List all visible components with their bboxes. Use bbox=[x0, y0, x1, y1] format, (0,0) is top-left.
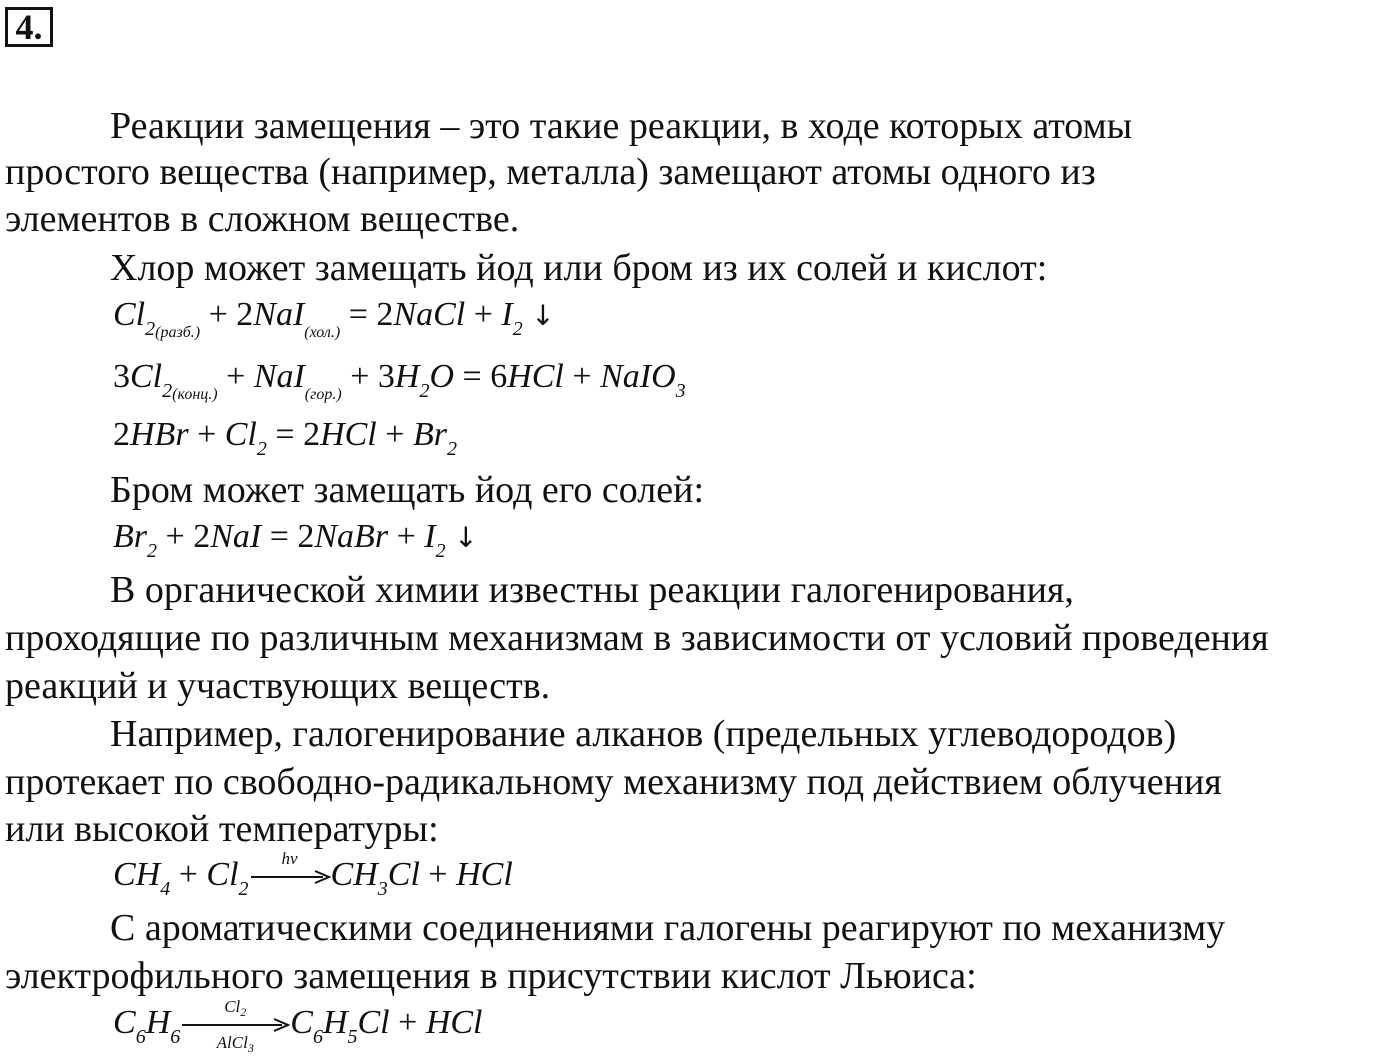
paragraph-line: протекает по свободно-радикальному механизму под действием облучения bbox=[5, 761, 1222, 803]
paragraph-line: Хлор может замещать йод или бром из их солей и кислот: bbox=[110, 247, 1048, 289]
equation-chlorine-nai-cold: $Cl_{2(разб.)} + 2NaI_{(хол.)}$ = 2NaCl + $I_2$ ↓ bbox=[113, 296, 555, 341]
equation-hbr-chlorine: $2HBr + Cl_2 = 2HCl + Br_2$ bbox=[113, 416, 457, 460]
paragraph-line: электрофильного замещения в присутствии кислот Льюиса: bbox=[5, 955, 977, 997]
equation-bromine-nai: $Br_2 + 2NaI$ = 2NaBr + $I_2$ ↓ bbox=[113, 518, 478, 562]
paragraph-line: В органической химии известны реакции галогенирования, bbox=[110, 569, 1074, 611]
paragraph-line: Бром может замещать йод его солей: bbox=[110, 469, 705, 511]
problem-number: 4. bbox=[5, 7, 53, 47]
paragraph-line: проходящие по различным механизмам в зависимости от условий проведения bbox=[5, 617, 1269, 659]
paragraph-line: или высокой температуры: bbox=[5, 808, 439, 850]
paragraph-line: простого вещества (например, металла) замещают атомы одного из bbox=[5, 151, 1096, 193]
paragraph-line: Например, галогенирование алканов (предельных углеводородов) bbox=[110, 713, 1177, 755]
reaction-arrow: hν bbox=[249, 862, 331, 892]
paragraph-line: элементов в сложном веществе. bbox=[5, 198, 520, 240]
paragraph-line: реакций и участвующих веществ. bbox=[5, 665, 551, 707]
reaction-arrow-catalyst: $Cl_2$ AlCl$_3$ bbox=[180, 1010, 290, 1040]
paragraph-line: Реакции замещения – это такие реакции, в ходе которых атомы bbox=[110, 105, 1133, 147]
equation-chlorine-nai-hot: $3Cl_{2(конц.)} + NaI_{(гор.)} + 3H_2O = 6HCl$ + NaIO$_3$ bbox=[113, 358, 686, 403]
equation-methane-chlorination: $CH_4 + Cl_2$ hν $CH_3Cl$ + HCl bbox=[113, 849, 513, 900]
paragraph-line: С ароматическими соединениями галогены реагируют по механизму bbox=[110, 907, 1226, 949]
equation-benzene-chlorination: $C_6H_6$ $Cl_2$ AlCl$_3$ $C_6H_5Cl$ + HCl bbox=[113, 997, 483, 1056]
